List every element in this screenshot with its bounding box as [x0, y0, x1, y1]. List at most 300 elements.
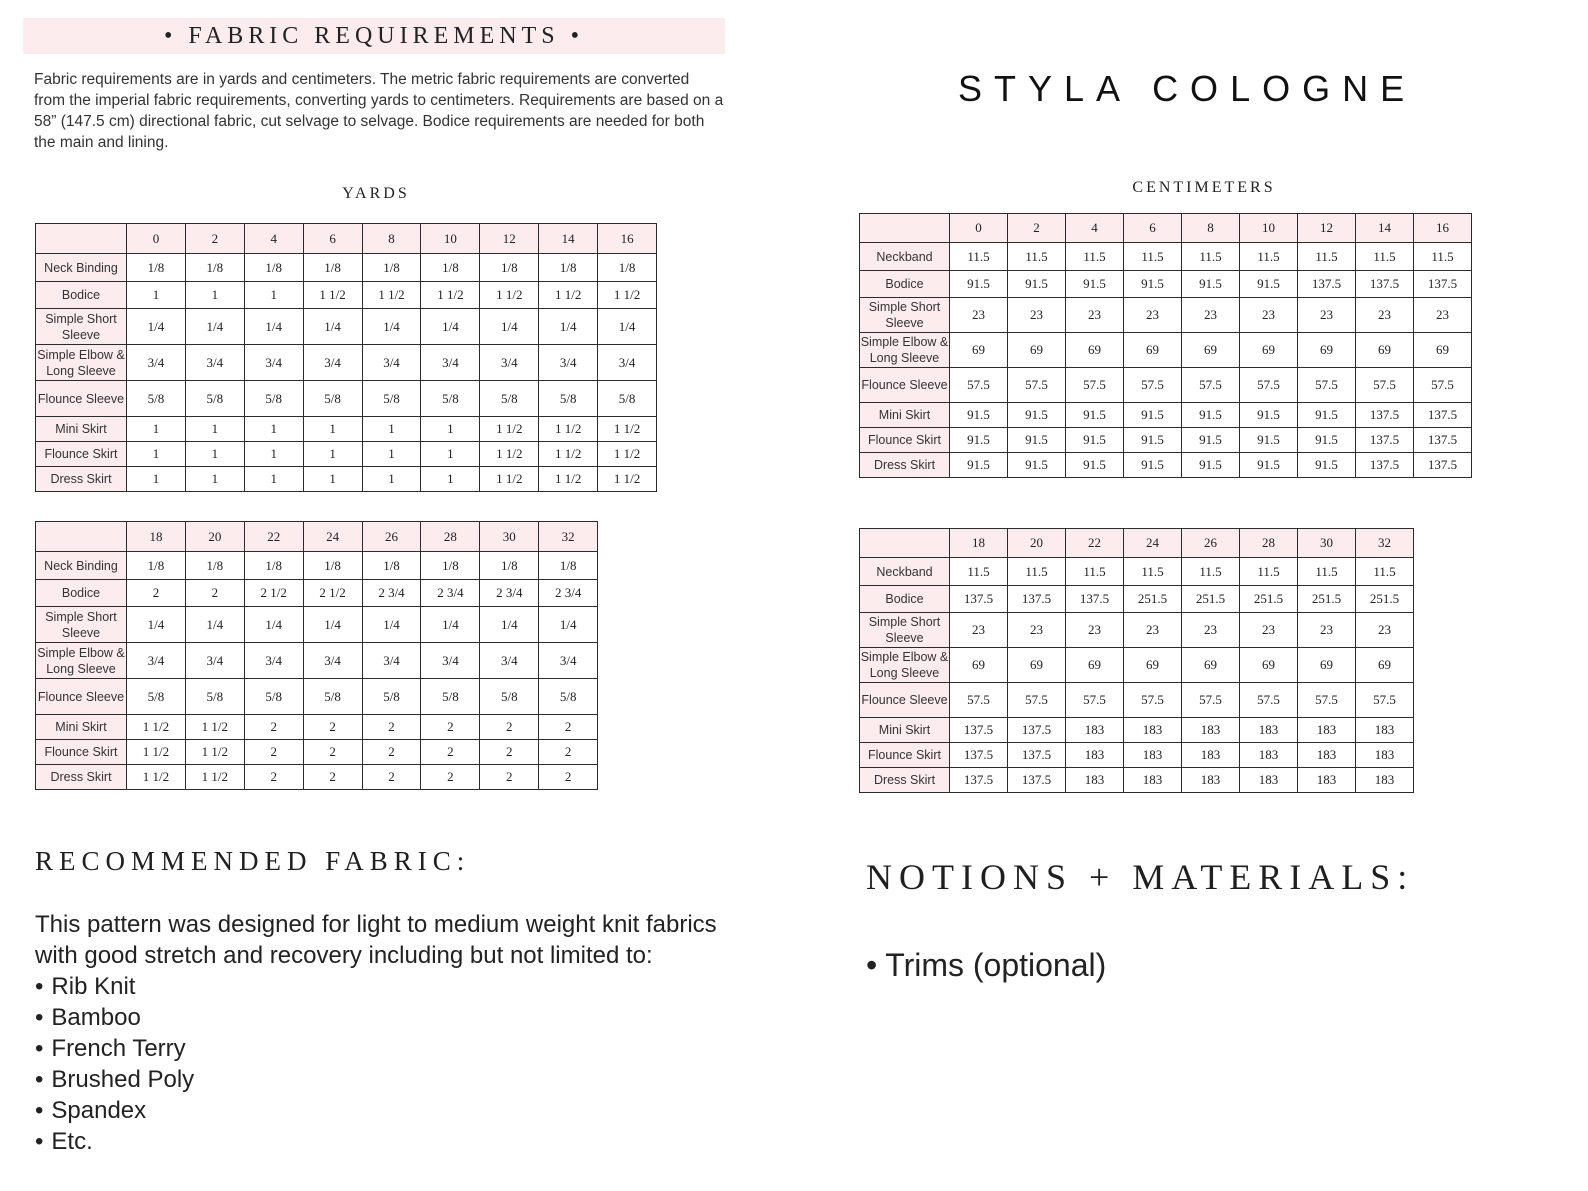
measurement-cell: 1/8: [421, 254, 480, 282]
banner-title: • FABRIC REQUIREMENTS •: [163, 22, 585, 49]
measurement-cell: 1 1/2: [539, 282, 598, 309]
garment-piece-label: Neckband: [860, 558, 950, 586]
measurement-cell: 1/8: [421, 552, 480, 580]
measurement-cell: 183: [1240, 768, 1298, 793]
measurement-cell: 251.5: [1124, 586, 1182, 613]
measurement-cell: 1: [303, 417, 362, 442]
measurement-cell: 2: [539, 740, 598, 765]
size-header-cell: 30: [1298, 529, 1356, 558]
measurement-cell: 1: [244, 282, 303, 309]
measurement-cell: 3/4: [421, 643, 480, 679]
measurement-cell: 2: [362, 740, 421, 765]
measurement-cell: 1 1/2: [127, 740, 186, 765]
measurement-cell: 137.5: [1298, 271, 1356, 298]
header-corner-cell: [860, 529, 950, 558]
measurement-cell: 1: [421, 442, 480, 467]
measurement-cell: 1: [362, 417, 421, 442]
measurement-cell: 183: [1356, 743, 1414, 768]
table-row: [36, 417, 657, 442]
measurement-cell: 1/8: [303, 552, 362, 580]
garment-piece-label: Simple Short Sleeve: [36, 309, 127, 345]
measurement-cell: 183: [1066, 718, 1124, 743]
measurement-cell: 5/8: [303, 679, 362, 715]
measurement-cell: 11.5: [950, 558, 1008, 586]
table-row: [36, 679, 598, 715]
measurement-cell: 183: [1066, 743, 1124, 768]
measurement-cell: 91.5: [1008, 453, 1066, 478]
garment-piece-label: Mini Skirt: [36, 417, 127, 442]
measurement-cell: 57.5: [1240, 683, 1298, 718]
measurement-cell: 57.5: [1066, 368, 1124, 403]
table-row: [860, 558, 1414, 586]
measurement-cell: 2 3/4: [362, 580, 421, 607]
table-row: [36, 715, 598, 740]
garment-piece-label: Flounce Skirt: [36, 740, 127, 765]
notions-list: [866, 946, 1106, 984]
measurement-cell: 11.5: [1008, 243, 1066, 271]
garment-piece-label: Bodice: [36, 580, 127, 607]
measurement-cell: 57.5: [1182, 683, 1240, 718]
measurement-cell: 11.5: [1124, 243, 1182, 271]
garment-piece-label: Dress Skirt: [860, 768, 950, 793]
size-header-cell: 16: [598, 224, 657, 254]
garment-piece-label: Simple Elbow & Long Sleeve: [36, 643, 127, 679]
measurement-cell: 183: [1298, 768, 1356, 793]
measurement-cell: 183: [1182, 718, 1240, 743]
measurement-cell: 91.5: [1066, 453, 1124, 478]
measurement-cell: 91.5: [1240, 403, 1298, 428]
measurement-cell: 1/4: [185, 309, 244, 345]
measurement-cell: 2: [127, 580, 186, 607]
garment-piece-label: Neckband: [860, 243, 950, 271]
garment-piece-label: Mini Skirt: [860, 403, 950, 428]
table-row: [860, 648, 1414, 683]
size-header-cell: 4: [244, 224, 303, 254]
measurement-cell: 2 3/4: [539, 580, 598, 607]
measurement-cell: 57.5: [1124, 683, 1182, 718]
table-row: [860, 428, 1472, 453]
table-row: [36, 467, 657, 492]
measurement-cell: 2: [244, 740, 303, 765]
measurement-cell: 1/8: [185, 254, 244, 282]
centimeters-table-small-sizes: [859, 213, 1472, 478]
measurement-cell: 91.5: [1182, 453, 1240, 478]
measurement-cell: 137.5: [950, 718, 1008, 743]
measurement-cell: 11.5: [1008, 558, 1066, 586]
measurement-cell: 91.5: [1066, 403, 1124, 428]
measurement-cell: 57.5: [1298, 683, 1356, 718]
measurement-cell: 3/4: [539, 643, 598, 679]
measurement-cell: 1/4: [127, 607, 186, 643]
measurement-cell: 11.5: [1298, 243, 1356, 271]
measurement-cell: 183: [1182, 768, 1240, 793]
measurement-cell: 91.5: [1008, 403, 1066, 428]
measurement-cell: 1/8: [244, 254, 303, 282]
measurement-cell: 183: [1124, 768, 1182, 793]
measurement-cell: 1 1/2: [598, 442, 657, 467]
measurement-cell: 3/4: [362, 643, 421, 679]
garment-piece-label: Flounce Skirt: [860, 743, 950, 768]
measurement-cell: 1 1/2: [185, 715, 244, 740]
measurement-cell: 69: [1240, 648, 1298, 683]
measurement-cell: 1/8: [127, 254, 186, 282]
garment-piece-label: Flounce Sleeve: [36, 679, 127, 715]
measurement-cell: 2: [480, 740, 539, 765]
measurement-cell: 1: [421, 417, 480, 442]
table-row: [860, 586, 1414, 613]
measurement-cell: 1/4: [480, 607, 539, 643]
measurement-cell: 1/8: [539, 254, 598, 282]
measurement-cell: 183: [1356, 768, 1414, 793]
measurement-cell: 1/4: [421, 309, 480, 345]
centimeters-table-large-sizes: [859, 528, 1414, 793]
size-header-cell: 6: [303, 224, 362, 254]
table-row: [36, 442, 657, 467]
measurement-cell: 1/4: [480, 309, 539, 345]
table-row: [36, 282, 657, 309]
measurement-cell: 1: [244, 417, 303, 442]
measurement-cell: 2: [421, 715, 480, 740]
measurement-cell: 3/4: [421, 345, 480, 381]
measurement-cell: 251.5: [1182, 586, 1240, 613]
measurement-cell: 1 1/2: [480, 417, 539, 442]
measurement-cell: 91.5: [1182, 428, 1240, 453]
measurement-cell: 57.5: [1414, 368, 1472, 403]
measurement-cell: 2 1/2: [303, 580, 362, 607]
measurement-cell: 23: [950, 298, 1008, 333]
size-header-cell: 18: [127, 522, 186, 552]
measurement-cell: 1/4: [421, 607, 480, 643]
size-header-cell: 10: [421, 224, 480, 254]
size-header-cell: 2: [1008, 214, 1066, 243]
size-header-cell: 24: [1124, 529, 1182, 558]
measurement-cell: 69: [1182, 648, 1240, 683]
measurement-cell: 183: [1356, 718, 1414, 743]
measurement-cell: 183: [1298, 743, 1356, 768]
fabric-list-item: • Etc.: [35, 1126, 735, 1157]
garment-piece-label: Dress Skirt: [860, 453, 950, 478]
measurement-cell: 1: [421, 467, 480, 492]
notions-list-item: • Trims (optional): [866, 946, 1106, 984]
measurement-cell: 3/4: [127, 643, 186, 679]
table-row: [36, 580, 598, 607]
measurement-cell: 91.5: [1124, 403, 1182, 428]
fabric-list-item: • Spandex: [35, 1095, 735, 1126]
table-row: [860, 718, 1414, 743]
measurement-cell: 11.5: [1182, 558, 1240, 586]
measurement-cell: 5/8: [421, 381, 480, 417]
measurement-cell: 91.5: [950, 403, 1008, 428]
measurement-cell: 57.5: [1066, 683, 1124, 718]
measurement-cell: 23: [1182, 613, 1240, 648]
measurement-cell: 183: [1124, 743, 1182, 768]
measurement-cell: 11.5: [950, 243, 1008, 271]
measurement-cell: 183: [1240, 718, 1298, 743]
size-header-cell: 26: [362, 522, 421, 552]
measurement-cell: 3/4: [244, 643, 303, 679]
measurement-cell: 1 1/2: [539, 417, 598, 442]
measurement-cell: 91.5: [1298, 453, 1356, 478]
measurement-cell: 11.5: [1066, 558, 1124, 586]
yards-table-large-sizes: [35, 521, 598, 790]
table-row: [860, 683, 1414, 718]
measurement-cell: 91.5: [1298, 403, 1356, 428]
measurement-cell: 91.5: [950, 271, 1008, 298]
measurement-cell: 137.5: [1008, 718, 1066, 743]
fabric-list-item: • French Terry: [35, 1033, 735, 1064]
table-row: [860, 613, 1414, 648]
recommended-fabric-list: [35, 971, 735, 1157]
measurement-cell: 1: [362, 467, 421, 492]
garment-piece-label: Neck Binding: [36, 254, 127, 282]
measurement-cell: 5/8: [421, 679, 480, 715]
measurement-cell: 69: [950, 648, 1008, 683]
measurement-cell: 137.5: [1356, 271, 1414, 298]
measurement-cell: 1/4: [303, 309, 362, 345]
measurement-cell: 2 3/4: [480, 580, 539, 607]
measurement-cell: 1: [127, 467, 186, 492]
measurement-cell: 2 3/4: [421, 580, 480, 607]
centimeters-caption: CENTIMETERS: [1132, 179, 1276, 196]
measurement-cell: 91.5: [1182, 271, 1240, 298]
garment-piece-label: Simple Elbow & Long Sleeve: [36, 345, 127, 381]
header-corner-cell: [36, 224, 127, 254]
measurement-cell: 69: [950, 333, 1008, 368]
measurement-cell: 1 1/2: [539, 467, 598, 492]
measurement-cell: 69: [1240, 333, 1298, 368]
size-header-row: [860, 214, 1472, 243]
measurement-cell: 5/8: [185, 679, 244, 715]
size-header-row: [860, 529, 1414, 558]
measurement-cell: 57.5: [950, 368, 1008, 403]
measurement-cell: 183: [1124, 718, 1182, 743]
measurement-cell: 23: [1240, 613, 1298, 648]
measurement-cell: 91.5: [950, 453, 1008, 478]
table-row: [36, 552, 598, 580]
table-row: [860, 768, 1414, 793]
measurement-cell: 3/4: [480, 345, 539, 381]
garment-piece-label: Flounce Skirt: [36, 442, 127, 467]
measurement-cell: 1/4: [362, 607, 421, 643]
measurement-cell: 3/4: [127, 345, 186, 381]
measurement-cell: 1/4: [127, 309, 186, 345]
measurement-cell: 137.5: [1008, 586, 1066, 613]
measurement-cell: 1: [303, 467, 362, 492]
garment-piece-label: Mini Skirt: [860, 718, 950, 743]
measurement-cell: 23: [1356, 613, 1414, 648]
garment-piece-label: Mini Skirt: [36, 715, 127, 740]
size-header-row: [36, 224, 657, 254]
header-corner-cell: [860, 214, 950, 243]
measurement-cell: 1 1/2: [480, 442, 539, 467]
measurement-cell: 23: [950, 613, 1008, 648]
size-header-cell: 12: [1298, 214, 1356, 243]
measurement-cell: 1/8: [598, 254, 657, 282]
measurement-cell: 91.5: [1240, 271, 1298, 298]
table-row: [860, 298, 1472, 333]
measurement-cell: 11.5: [1240, 558, 1298, 586]
notions-materials-heading: NOTIONS + MATERIALS:: [866, 857, 1415, 897]
measurement-cell: 137.5: [950, 743, 1008, 768]
measurement-cell: 23: [1240, 298, 1298, 333]
measurement-cell: 2: [539, 765, 598, 790]
size-header-cell: 4: [1066, 214, 1124, 243]
measurement-cell: 3/4: [244, 345, 303, 381]
measurement-cell: 1 1/2: [362, 282, 421, 309]
measurement-cell: 91.5: [1124, 271, 1182, 298]
measurement-cell: 2: [303, 740, 362, 765]
size-header-cell: 12: [480, 224, 539, 254]
table-row: [36, 309, 657, 345]
measurement-cell: 69: [1066, 648, 1124, 683]
measurement-cell: 183: [1240, 743, 1298, 768]
size-header-cell: 8: [1182, 214, 1240, 243]
measurement-cell: 3/4: [185, 643, 244, 679]
measurement-cell: 69: [1124, 333, 1182, 368]
garment-piece-label: Bodice: [860, 271, 950, 298]
measurement-cell: 11.5: [1298, 558, 1356, 586]
measurement-cell: 1: [303, 442, 362, 467]
measurement-cell: 2: [303, 765, 362, 790]
measurement-cell: 251.5: [1298, 586, 1356, 613]
measurement-cell: 1: [185, 282, 244, 309]
measurement-cell: 137.5: [1356, 453, 1414, 478]
garment-piece-label: Flounce Sleeve: [860, 683, 950, 718]
garment-piece-label: Dress Skirt: [36, 467, 127, 492]
measurement-cell: 251.5: [1240, 586, 1298, 613]
measurement-cell: 57.5: [1008, 368, 1066, 403]
measurement-cell: 57.5: [1008, 683, 1066, 718]
size-header-cell: 22: [1066, 529, 1124, 558]
size-header-cell: 22: [244, 522, 303, 552]
measurement-cell: 3/4: [362, 345, 421, 381]
recommended-fabric-heading: RECOMMENDED FABRIC:: [35, 846, 471, 876]
table-row: [860, 403, 1472, 428]
size-header-cell: 28: [421, 522, 480, 552]
table-row: [860, 243, 1472, 271]
table-row: [36, 607, 598, 643]
measurement-cell: 91.5: [1182, 403, 1240, 428]
table-row: [860, 368, 1472, 403]
measurement-cell: 2: [303, 715, 362, 740]
measurement-cell: 1: [185, 442, 244, 467]
garment-piece-label: Simple Elbow & Long Sleeve: [860, 333, 950, 368]
size-header-cell: 0: [127, 224, 186, 254]
size-header-cell: 20: [185, 522, 244, 552]
measurement-cell: 5/8: [185, 381, 244, 417]
measurement-cell: 5/8: [244, 679, 303, 715]
measurement-cell: 1 1/2: [127, 715, 186, 740]
size-header-cell: 20: [1008, 529, 1066, 558]
measurement-cell: 57.5: [1124, 368, 1182, 403]
measurement-cell: 1 1/2: [598, 417, 657, 442]
measurement-cell: 69: [1298, 648, 1356, 683]
table-row: [860, 743, 1414, 768]
measurement-cell: 183: [1066, 768, 1124, 793]
measurement-cell: 5/8: [480, 679, 539, 715]
measurement-cell: 3/4: [598, 345, 657, 381]
measurement-cell: 1/4: [539, 607, 598, 643]
measurement-cell: 1: [185, 467, 244, 492]
measurement-cell: 2: [244, 765, 303, 790]
measurement-cell: 2: [421, 765, 480, 790]
table-row: [860, 333, 1472, 368]
measurement-cell: 137.5: [950, 586, 1008, 613]
measurement-cell: 1/8: [539, 552, 598, 580]
measurement-cell: 1/8: [127, 552, 186, 580]
table-row: [36, 765, 598, 790]
measurement-cell: 3/4: [539, 345, 598, 381]
measurement-cell: 1 1/2: [480, 282, 539, 309]
measurement-cell: 137.5: [1008, 743, 1066, 768]
measurement-cell: 23: [1298, 298, 1356, 333]
measurement-cell: 91.5: [1066, 428, 1124, 453]
fabric-list-item: • Brushed Poly: [35, 1064, 735, 1095]
garment-piece-label: Simple Short Sleeve: [36, 607, 127, 643]
measurement-cell: 5/8: [303, 381, 362, 417]
measurement-cell: 91.5: [1298, 428, 1356, 453]
measurement-cell: 1/4: [362, 309, 421, 345]
measurement-cell: 23: [1008, 298, 1066, 333]
measurement-cell: 57.5: [1356, 368, 1414, 403]
measurement-cell: 183: [1182, 743, 1240, 768]
measurement-cell: 137.5: [1414, 271, 1472, 298]
measurement-cell: 1/8: [362, 254, 421, 282]
size-header-cell: 14: [539, 224, 598, 254]
garment-piece-label: Flounce Sleeve: [36, 381, 127, 417]
measurement-cell: 23: [1298, 613, 1356, 648]
size-header-row: [36, 522, 598, 552]
table-row: [36, 254, 657, 282]
size-header-cell: 26: [1182, 529, 1240, 558]
measurement-cell: 1/4: [244, 309, 303, 345]
measurement-cell: 137.5: [1356, 403, 1414, 428]
measurement-cell: 69: [1356, 333, 1414, 368]
garment-piece-label: Simple Short Sleeve: [860, 613, 950, 648]
measurement-cell: 1/4: [244, 607, 303, 643]
measurement-cell: 23: [1124, 613, 1182, 648]
size-header-cell: 24: [303, 522, 362, 552]
measurement-cell: 2: [244, 715, 303, 740]
measurement-cell: 69: [1008, 648, 1066, 683]
measurement-cell: 5/8: [362, 679, 421, 715]
measurement-cell: 69: [1356, 648, 1414, 683]
table-row: [36, 740, 598, 765]
measurement-cell: 251.5: [1356, 586, 1414, 613]
measurement-cell: 91.5: [1240, 428, 1298, 453]
measurement-cell: 91.5: [1124, 453, 1182, 478]
measurement-cell: 11.5: [1182, 243, 1240, 271]
measurement-cell: 1 1/2: [480, 467, 539, 492]
measurement-cell: 91.5: [1008, 271, 1066, 298]
measurement-cell: 2: [480, 765, 539, 790]
measurement-cell: 69: [1008, 333, 1066, 368]
measurement-cell: 23: [1356, 298, 1414, 333]
measurement-cell: 11.5: [1356, 243, 1414, 271]
measurement-cell: 3/4: [480, 643, 539, 679]
measurement-cell: 1 1/2: [127, 765, 186, 790]
measurement-cell: 2: [362, 715, 421, 740]
measurement-cell: 23: [1066, 613, 1124, 648]
measurement-cell: 91.5: [1124, 428, 1182, 453]
size-header-cell: 28: [1240, 529, 1298, 558]
table-row: [860, 453, 1472, 478]
garment-piece-label: Flounce Skirt: [860, 428, 950, 453]
measurement-cell: 1 1/2: [303, 282, 362, 309]
measurement-cell: 1: [244, 467, 303, 492]
table-row: [860, 271, 1472, 298]
yards-caption: YARDS: [342, 185, 410, 202]
